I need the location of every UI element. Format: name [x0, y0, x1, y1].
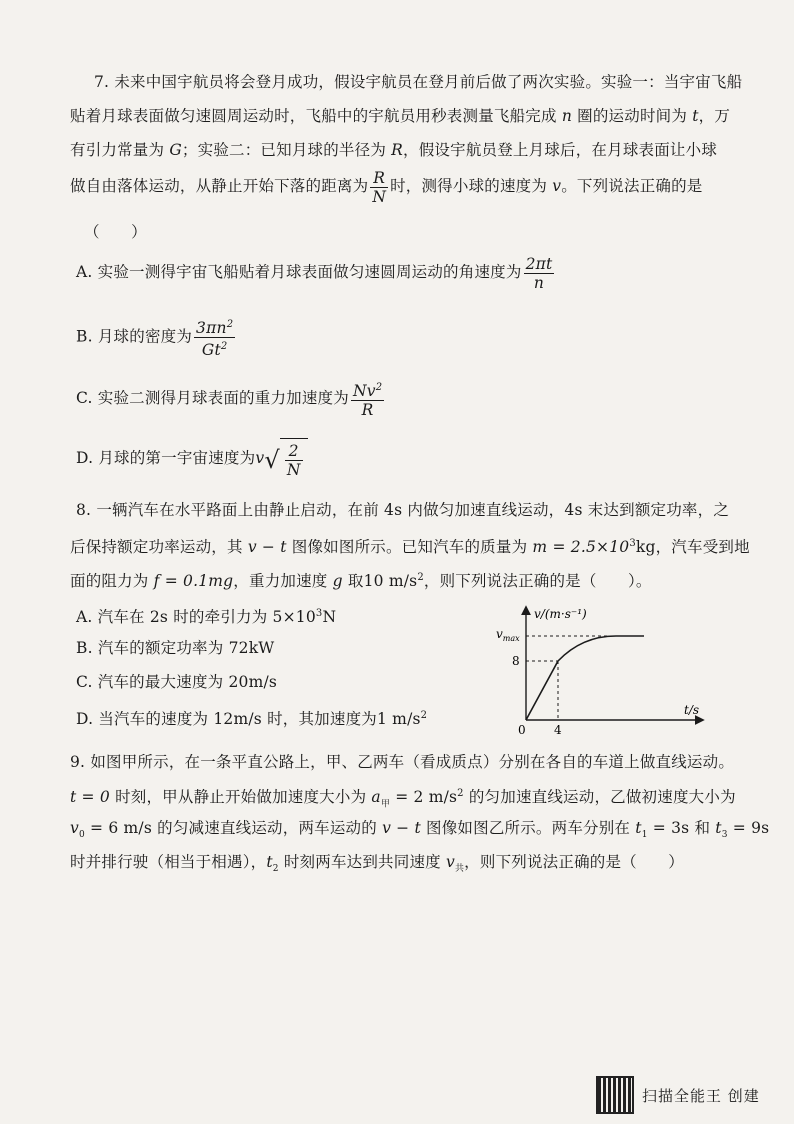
q8-option-b: B. 汽车的额定功率为 72kW [76, 639, 275, 657]
x-axis-label: t/s [684, 703, 700, 717]
watermark-text: 扫描全能王 创建 [642, 1086, 760, 1105]
origin-label: 0 [518, 723, 526, 736]
y-axis-label: v/(m·s⁻¹) [534, 607, 587, 621]
q7-line-3: 有引力常量为 G；实验二：已知月球的半径为 R，假设宇航员登上月球后，在月球表面让小球 [70, 141, 718, 159]
q7-fraction-r-over-n: $\frac{R}{N}$ [372, 168, 387, 206]
q9-line-4: 时并排行驶（相当于相遇），$t_2$ 时刻两车达到共同速度 $v_共$，则下列说法正确的是（ ） [70, 853, 684, 875]
q7-line-4: 做自由落体运动，从静止开始下落的距离为 $\frac{R}{N}$ 时，测得小球的速度为 v。下列说法正确的是 [70, 168, 703, 206]
q7-option-d: D. 月球的第一宇宙速度为v√ $\frac{2}{N}$ [76, 438, 308, 480]
vt-curve [526, 636, 644, 720]
q7-option-a: A. 实验一测得宇宙飞船贴着月球表面做匀速圆周运动的角速度为 $\frac{2\pi t}{n}$ [76, 254, 553, 292]
q8-option-a: A. 汽车在 2s 时的牵引力为 $5\times 10^3N$ [76, 608, 337, 627]
vmax-label: $v_{max}$ [496, 627, 520, 643]
q7-line-1: 7. 未来中国宇航员将会登月成功，假设宇航员在登月前后做了两次实验。实验一：当宇宙飞船 [94, 73, 743, 91]
q8-line-3: 面的阻力为 f = 0.1mg，重力加速度 g 取10 $m/s^2$，则下列说法正确的是（ ）。 [70, 572, 652, 591]
qr-code-icon [596, 1076, 634, 1114]
y-tick-8: 8 [512, 654, 520, 668]
q7-answer-blank: （ ） [84, 223, 147, 241]
q9-line-2: t = 0 时刻，甲从静止开始做加速度大小为 $a_甲 = 2$ $m/s^2$ 的匀加速直线运动，乙做初速度大小为 [70, 788, 736, 810]
q9-line-3: $v_0 = 6$ m/s 的匀减速直线运动，两车运动的 v − t 图像如图乙所示。两车分别在 $t_1 = 3s$ 和 $t_3 = 9s$ [70, 819, 770, 841]
q8-option-d: D. 当汽车的速度为 12m/s 时，其加速度为1 $m/s^2$ [76, 710, 428, 729]
x-tick-4: 4 [554, 723, 562, 736]
q7-option-b: B. 月球的密度为 $\frac{3\pi n^2}{Gt^2}$ [76, 316, 237, 359]
q8-line-1: 8. 一辆汽车在水平路面上由静止启动，在前 4s 内做匀加速直线运动，4s 末达到额定功率，之 [76, 501, 730, 519]
scanner-watermark [596, 1076, 760, 1114]
q9-line-1: 9. 如图甲所示，在一条平直公路上，甲、乙两车（看成质点）分别在各自的车道上做直线运动。 [70, 753, 735, 771]
vt-graph [490, 604, 710, 736]
q8-option-c: C. 汽车的最大速度为 20m/s [76, 673, 278, 691]
q7-line-2: 贴着月球表面做匀速圆周运动时，飞船中的宇航员用秒表测量飞船完成 n 圈的运动时间为 t，万 [70, 107, 731, 125]
q8-line-2: 后保持额定功率运动，其 v − t 图像如图所示。已知汽车的质量为 $m = 2.5\times 10^3kg$，汽车受到地 [70, 538, 750, 557]
q7-option-c: C. 实验二测得月球表面的重力加速度为 $\frac{Nv^2}{R}$ [76, 378, 386, 419]
